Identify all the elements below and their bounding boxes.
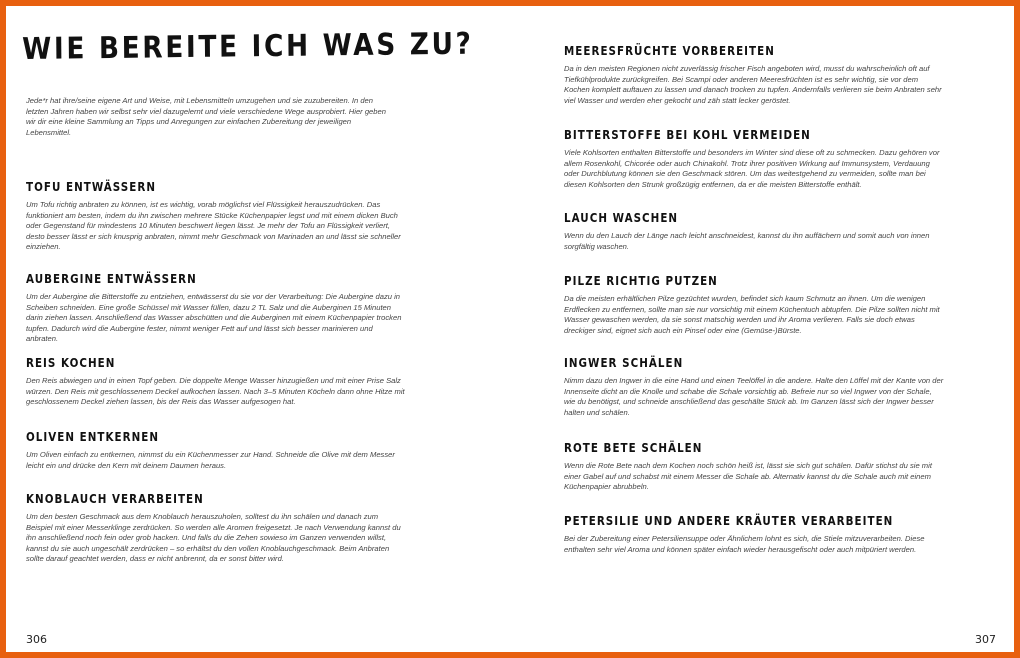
section-rote-bete xyxy=(564,441,944,493)
section-petersilie xyxy=(564,514,944,555)
section-text: Um den besten Geschmack aus dem Knoblauch herauszuholen, solltest du ihn schälen und danach zum Beispiel mit einer Messerklinge zerdrücken. So werden alle Aromen freigesetzt. Je nach Verwendung kannst du ihn anschließend noch fein oder grob hacken. Und falls du die Zehen sowieso im Ganzen verwenden willst, kannst du sie auch ungeschält zerdrücken – so erhältst du den vollen Knoblauchgeschmack. Beim Anbraten sollte darauf geachtet werden, dass er nicht anbrennt, da er sonst bitter wird. xyxy=(26,512,401,563)
section-heading: MEERESFRÜCHTE VORBEREITEN xyxy=(564,44,775,58)
section-kohl xyxy=(564,128,944,190)
section-text: Da in den meisten Regionen nicht zuverlässig frischer Fisch angeboten wird, musst du wahrscheinlich oft auf Tiefkühlprodukte zurückgreifen. Bei Scampi oder anderen Meeresfrüchten ist es sehr wichtig, sie vor dem Kochen komplett auftauen zu lassen und danach trocken zu tupfen. Andernfalls verlieren sie beim Anbraten sehr viel Wasser und werden eher gekocht und zäh statt lecker geröstet. xyxy=(564,64,942,105)
section-text: Den Reis abwiegen und in einen Topf geben. Die doppelte Menge Wasser hinzugießen und mit einer Prise Salz würzen. Den Reis mit geschlossenem Deckel aufkochen lassen. Nach 3–5 Minuten Köcheln dann ohne Hitze mit geschlossenem Deckel ziehen lassen, bis der Reis das Wasser aufgesogen hat. xyxy=(26,376,405,406)
section-lauch xyxy=(564,211,944,252)
section-pilze xyxy=(564,274,944,336)
section-text: Wenn du den Lauch der Länge nach leicht anschneidest, kannst du ihn auffächern und somit auch von innen sorgfältig waschen. xyxy=(564,231,930,251)
section-text: Um der Aubergine die Bitterstoffe zu entziehen, entwässerst du sie vor der Verarbeitung: Die Aubergine dazu in Scheiben schneiden. Eine große Schüssel mit Wasser füllen, dazu 2 TL Salz und die Auberginen 15 Minuten darin ziehen lassen. Anschließend das Wasser abschütten und die Auberginen mit einem Küchenpapier trocken tupfen. Dadurch wird die Aubergine fester, nimmt weniger Fett auf und lässt sich besser marinieren und anbraten. xyxy=(26,292,402,343)
section-meeresfruechte xyxy=(564,44,944,106)
section-heading: TOFU ENTWÄSSERN xyxy=(26,180,156,194)
page-left xyxy=(6,6,510,652)
page-number-left: 306 xyxy=(26,633,47,646)
section-aubergine xyxy=(26,272,406,345)
section-heading: AUBERGINE ENTWÄSSERN xyxy=(26,272,197,286)
section-heading: REIS KOCHEN xyxy=(26,356,116,370)
section-reis xyxy=(26,356,406,408)
section-heading: PILZE RICHTIG PUTZEN xyxy=(564,274,718,288)
section-heading: LAUCH WASCHEN xyxy=(564,211,679,225)
section-text: Um Oliven einfach zu entkernen, nimmst du ein Küchenmesser zur Hand. Schneide die Olive mit dem Messer leicht ein und drücke den Kern mit deinem Daumen heraus. xyxy=(26,450,395,470)
section-heading: OLIVEN ENTKERNEN xyxy=(26,430,160,444)
page-right xyxy=(510,6,1014,652)
section-heading: ROTE BETE SCHÄLEN xyxy=(564,441,703,455)
section-text: Da die meisten erhältlichen Pilze gezüchtet wurden, befindet sich kaum Schmutz an ihnen. Um die wenigen Erdflecken zu entfernen, sollte man sie nur vorsichtig mit einem Küchentuch abtupfen. Die Pilze sollten nicht mit Wasser gewaschen werden, da sie sonst matschig werden und ihr Aroma verlieren. Falls sie doch etwas dreckiger sind, eignet sich auch ein Pinsel oder eine (Gemüse-)Bürste. xyxy=(564,294,940,335)
section-text: Nimm dazu den Ingwer in die eine Hand und einen Teelöffel in die andere. Halte den Löffel mit der Kante von der Innenseite dicht an die Knolle und schabe die Schale vorsichtig ab. Befreie nur so viel Ingwer von der Schale, wie du benötigst, und schneide anschließend das geschälte Stück ab. Im Ganzen lässt sich der Ingwer besser halten und schälen. xyxy=(564,376,944,417)
section-text: Um Tofu richtig anbraten zu können, ist es wichtig, vorab möglichst viel Flüssigkeit herauszudrücken. Das funktioniert am besten, indem du ihn zwischen mehrere Stücke Küchenpapier legst und mit einem dicken Buch oder Gegenstand für mindestens 10 Minuten beschwert liegen lässt. Je mehr der Tofu an Flüssigkeit verliert, desto besser lässt er sich knusprig anbraten, nimmt mehr Geschmack von Marinaden an und lässt sie schneller einziehen. xyxy=(26,200,401,251)
book-spread xyxy=(6,6,1014,652)
section-oliven xyxy=(26,430,406,471)
intro-text: Jede*r hat ihre/seine eigene Art und Weise, mit Lebensmitteln umzugehen und sie zuzubereiten. In den letzten Jahren haben wir selbst sehr viel dazugelernt und viele verschiedene Wege ausprobiert. Hier geben wir dir eine kleine Sammlung an Tipps und Anregungen zur einfachen Zubereitung der jeweiligen Lebensmittel. xyxy=(26,96,386,137)
section-tofu xyxy=(26,180,406,253)
page-title: WIE BEREITE ICH WAS ZU? xyxy=(22,26,474,67)
section-heading: BITTERSTOFFE BEI KOHL VERMEIDEN xyxy=(564,128,811,142)
section-ingwer xyxy=(564,356,944,418)
section-text: Viele Kohlsorten enthalten Bitterstoffe und besonders im Winter sind diese oft zu schmecken. Dazu gehören vor allem Rosenkohl, Chicorée oder auch Chinakohl. Trotz ihrer positiven Wirkung auf Immunsystem, Verdauung oder Durchblutung können sie den Geschmack stören. Um das weitestgehend zu vermeiden, sollte man bei diesen Kohlsorten den Strunk großzügig entfernen, da er die meisten Bitterstoffe enthält. xyxy=(564,148,940,189)
page-number-right: 307 xyxy=(975,633,996,646)
section-heading: KNOBLAUCH VERARBEITEN xyxy=(26,492,204,506)
section-heading: PETERSILIE UND ANDERE KRÄUTER VERARBEITEN xyxy=(564,514,894,528)
section-heading: INGWER SCHÄLEN xyxy=(564,356,684,370)
section-text: Bei der Zubereitung einer Petersiliensuppe oder Ähnlichem lohnt es sich, die Stiele mitzuverarbeiten. Diese enthalten sehr viel Aroma und können später einfach wieder herausgefischt oder auch mitpüriert werden. xyxy=(564,534,925,554)
section-knoblauch xyxy=(26,492,406,565)
section-text: Wenn die Rote Bete nach dem Kochen noch schön heiß ist, lässt sie sich gut schälen. Dafür stichst du sie mit einer Gabel auf und schabst mit einem Messer die Schale ab. Alternativ kannst du die Schale auch mit einem Küchenpapier abrubbeln. xyxy=(564,461,932,491)
